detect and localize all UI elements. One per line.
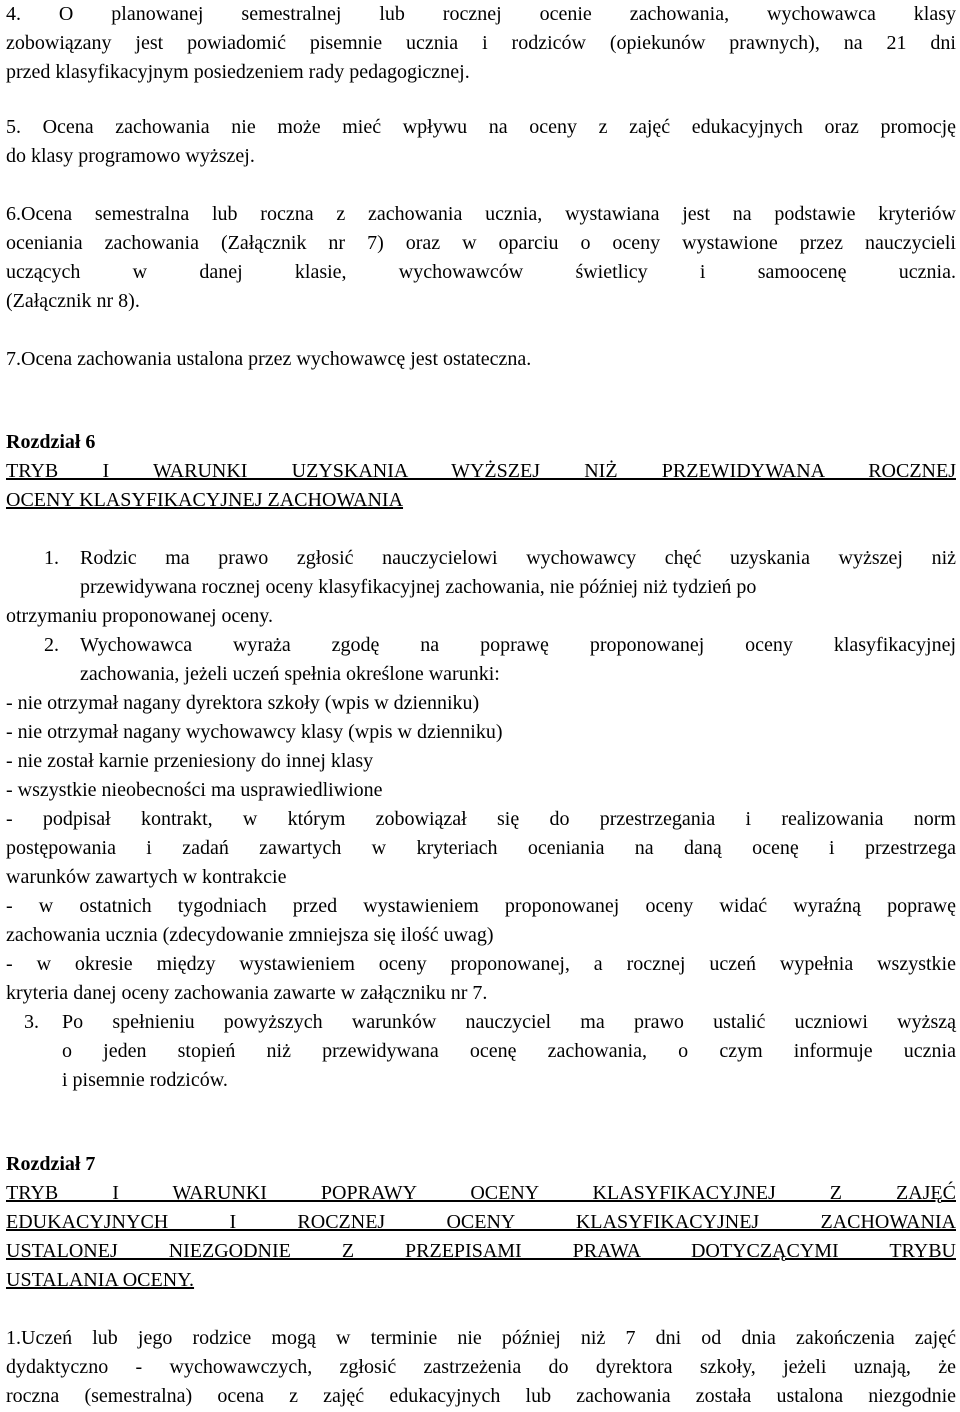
paragraph-7: 7.Ocena zachowania ustalona przez wychowawcę jest ostateczna. xyxy=(6,348,532,370)
chapter-7-paragraph-1-line-1: 1.Uczeń lub jego rodzice mogą w terminie nie później niż 7 dni od dnia zakończenia zajęć xyxy=(6,1327,956,1349)
paragraph-6-line-4: (Załącznik nr 8). xyxy=(6,290,140,312)
condition-5-line-1: - podpisał kontrakt, w którym zobowiązał się do przestrzegania i realizowania norm xyxy=(6,808,956,830)
chapter-6-title-line-2: OCENY KLASYFIKACYJNEJ ZACHOWANIA xyxy=(6,489,404,511)
paragraph-6-line-1: 6.Ocena semestralna lub roczna z zachowania ucznia, wystawiana jest na podstawie kryteriów xyxy=(6,203,956,225)
item-2-number: 2. xyxy=(44,634,59,656)
condition-3: - nie został karnie przeniesiony do innej klasy xyxy=(6,750,374,772)
chapter-7-heading: Rozdział 7 xyxy=(6,1153,96,1175)
item-1-line-3: otrzymaniu proponowanej oceny. xyxy=(6,605,273,627)
condition-6-line-1: - w ostatnich tygodniach przed wystawieniem proponowanej oceny widać wyraźną poprawę xyxy=(6,895,956,917)
chapter-6-heading: Rozdział 6 xyxy=(6,431,96,453)
condition-4: - wszystkie nieobecności ma usprawiedliwione xyxy=(6,779,383,801)
condition-5-line-2: postępowania i zadań zawartych w kryteriach oceniania na daną ocenę i przestrzega xyxy=(6,837,956,859)
condition-1: - nie otrzymał nagany dyrektora szkoły (wpis w dzienniku) xyxy=(6,692,480,714)
chapter-6-item-1 xyxy=(6,544,956,573)
paragraph-4-line-2: zobowiązany jest powiadomić pisemnie ucznia i rodziców (opiekunów prawnych), na 21 dni xyxy=(6,32,956,54)
item-2-line-1: Wychowawca wyraża zgodę na poprawę proponowanej oceny klasyfikacyjnej xyxy=(80,634,956,656)
item-1-number: 1. xyxy=(44,547,59,569)
item-3-line-2: o jeden stopień niż przewidywana ocenę zachowania, o czym informuje ucznia xyxy=(62,1040,956,1062)
paragraph-4-line-3: przed klasyfikacyjnym posiedzeniem rady pedagogicznej. xyxy=(6,61,470,83)
condition-7-line-1: - w okresie między wystawieniem oceny proponowanej, a rocznej uczeń wypełnia wszystkie xyxy=(6,953,956,975)
chapter-6-item-3 xyxy=(6,1008,956,1037)
chapter-7-title-line-2: EDUKACYJNYCH I ROCZNEJ OCENY KLASYFIKACYJNEJ ZACHOWANIA xyxy=(6,1211,956,1233)
paragraph-6-line-3: uczących w danej klasie, wychowawców świetlicy i samoocenę ucznia. xyxy=(6,261,956,283)
paragraph-4-line-1: 4. O planowanej semestralnej lub rocznej ocenie zachowania, wychowawca klasy xyxy=(6,3,956,25)
condition-2: - nie otrzymał nagany wychowawcy klasy (wpis w dzienniku) xyxy=(6,721,503,743)
chapter-7-title-line-1: TRYB I WARUNKI POPRAWY OCENY KLASYFIKACYJNEJ Z ZAJĘĆ xyxy=(6,1182,956,1204)
item-2-line-2: zachowania, jeżeli uczeń spełnia określone warunki: xyxy=(80,663,500,685)
chapter-7-title-line-4: USTALANIA OCENY. xyxy=(6,1269,195,1291)
chapter-6-title-line-1: TRYB I WARUNKI UZYSKANIA WYŻSZEJ NIŻ PRZEWIDYWANA ROCZNEJ xyxy=(6,460,956,482)
chapter-7-paragraph-1-line-3: roczna (semestralna) ocena z zajęć edukacyjnych lub zachowania została ustalona niezgodnie xyxy=(6,1385,956,1407)
condition-5-line-3: warunków zawartych w kontrakcie xyxy=(6,866,287,888)
item-3-line-3: i pisemnie rodziców. xyxy=(62,1069,228,1091)
chapter-7-title-line-3: USTALONEJ NIEZGODNIE Z PRZEPISAMI PRAWA DOTYCZĄCYMI TRYBU xyxy=(6,1240,956,1262)
condition-7-line-2: kryteria danej oceny zachowania zawarte w załączniku nr 7. xyxy=(6,982,488,1004)
item-1-line-1: Rodzic ma prawo zgłosić nauczycielowi wychowawcy chęć uzyskania wyższej niż xyxy=(80,547,956,569)
paragraph-5-line-1: 5. Ocena zachowania nie może mieć wpływu na oceny z zajęć edukacyjnych oraz promocję xyxy=(6,116,956,138)
item-1-line-2: przewidywana rocznej oceny klasyfikacyjnej zachowania, nie później niż tydzień po xyxy=(80,576,757,598)
paragraph-6-line-2: oceniania zachowania (Załącznik nr 7) oraz w oparciu o oceny wystawione przez nauczycieli xyxy=(6,232,956,254)
condition-6-line-2: zachowania ucznia (zdecydowanie zmniejsza się ilość uwag) xyxy=(6,924,494,946)
chapter-7-paragraph-1-line-2: dydaktyczno - wychowawczych, zgłosić zastrzeżenia do dyrektora szkoły, jeżeli uznają, że xyxy=(6,1356,956,1378)
item-3-line-1: Po spełnieniu powyższych warunków nauczyciel ma prawo ustalić uczniowi wyższą xyxy=(62,1011,956,1033)
chapter-6-item-2 xyxy=(6,631,956,660)
paragraph-5-line-2: do klasy programowo wyższej. xyxy=(6,145,255,167)
item-3-number: 3. xyxy=(24,1011,39,1033)
